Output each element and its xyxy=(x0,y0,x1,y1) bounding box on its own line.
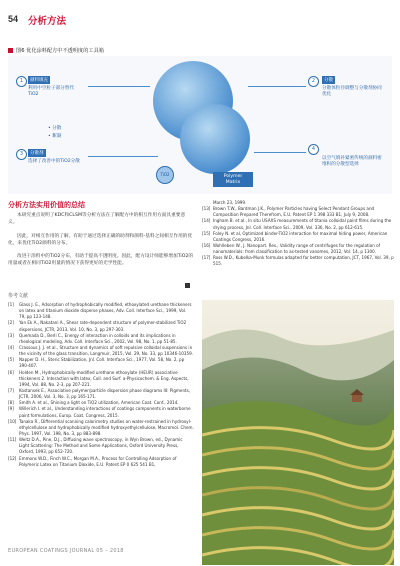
reference-item: [13] Brown T.W., Bardman J.K., Polymer Particles having Select Pendant Groups and Composition Prepared Therefrom, E.U. Patent EP 1 398 333 B1, July 9, 2008. xyxy=(202,206,375,218)
article-paragraph-2: 因此，对相互作用的了解，有助于通过选择正确的助剂和颜料-基料之间相互作用的优化，来优化TiO2颜料的分布。 xyxy=(8,234,193,247)
polymer-matrix-label: Polymer Matrix xyxy=(213,172,253,187)
reference-item: [11] Weitz D.A., Pine, D.J., Diffusing wave spectroscopy, in Wyn Brown, ed., Dynamic Light Scattering: The Method and Some Applications, Oxford University Press, Oxford, 1993, pp 652-720. xyxy=(8,437,183,455)
journal-footer: EUROPEAN COATINGS JOURNAL 05 – 2018 xyxy=(8,548,124,554)
figure-caption-text: 图6 优化涂料配方中不透明度的工具箱 xyxy=(16,48,104,54)
reference-item: [9] Willerich I. et al., Understanding interactions of coatings components in waterborne paint formulations, Europ. Coat. Congress, 2015. xyxy=(8,406,191,418)
bullet-dispersion: • 分散 xyxy=(48,126,62,131)
end-mark-icon xyxy=(185,283,190,288)
reference-item: [15] Foley N. et al, Optimized binder-TiO2 interaction for maximal hiding power, American Coatings Congress, 2016. xyxy=(202,230,388,242)
step-1-arrow xyxy=(88,86,150,87)
step-2-desc: 分散体粒径调整与分散剂协同优化 xyxy=(322,86,382,97)
reference-item: [10] Tanaka R., Differential scanning calorimetry studies on water-restrained in hydroxyl-ethylcellulose and hydrophobically modified hydroxyethylcellulose, Macromol. Chem. Phys. 1997, Vol. 198, No. 3, pp 883-898. xyxy=(8,418,194,436)
step-1-number: 1 xyxy=(16,76,27,87)
reference-item: [2] Yan Ek A., Nakatani A., Shear rate-dependent structure of polymer-stabilized TiO2 dispersions, JCTR, 2013, Vol. 10, No. 3, pp 297-303. xyxy=(8,320,187,332)
step-4-arrow xyxy=(254,152,306,153)
reference-item: [14] Ingham B. et al., In situ USAXS measurements of titania colloidal paint films during the drying process, Jnl. Coll. Interface Sci., 2009, Vol. 336, No. 2, pp 612-615. xyxy=(202,218,392,230)
step-2-number: 2 xyxy=(308,76,319,87)
step-3-desc: 选择了改善中的TiO2分散 xyxy=(28,159,80,164)
article-paragraph-3: 改进干涂料中的TiO2分布，有助于提高不透明度。因此，配方设计师能够增加TiO2的用量或者在相同TiO2用量的情况下获得更好的光学性能。 xyxy=(8,254,194,267)
particle-cluster-bottom xyxy=(180,104,250,174)
opacity-toolbox-diagram xyxy=(8,56,392,194)
reference-item: [3] Quemada D., Berli C., Energy of interaction in colloids and its implications in rheological modeling, Adv. Coll. Interface Sci., 2002, Vol. 98, No. 1, pp 51-85. xyxy=(8,332,177,344)
rice-terrace-photo xyxy=(202,300,394,565)
step-4-number: 4 xyxy=(308,144,319,155)
page-number: 54 xyxy=(8,14,19,24)
step-4-desc: 以空气填补紧密传统的颜料密堆积的分散型选择 xyxy=(322,156,382,167)
bullet-flocculation: • 絮凝 xyxy=(48,134,62,139)
reference-item: [7] Kostansek E., Associative polymer/particle dispersion phase diagrams III: Pigments, JCTR, 2006, Vol. 3, No. 3, pp 165-171. xyxy=(8,387,191,400)
references-heading: 参考文献 xyxy=(8,293,29,299)
reference-item: [17] Ross W.D., Kubelka-Munk formulas adapted for better computation, JCT, 1967, Vol. 39, p 515. xyxy=(202,255,394,267)
step-2-arrow xyxy=(248,86,306,87)
step-3-number: 3 xyxy=(16,149,27,160)
step-1-title: 颜料填充 xyxy=(30,78,48,83)
reference-item: [5] Napper D. H., Steric Stabilization, Jnl. Coll. Interface Sci., 1977, Vol. 58, No. 2, pp 390-407. xyxy=(8,357,185,369)
reference-item: [8] Smith A. et al., Shining a light on TiO2 utilization, American Coat. Conf., 2014. xyxy=(8,400,179,406)
tio2-particle: TiO2 xyxy=(156,166,174,184)
rice-terrace-illustration xyxy=(202,300,394,565)
figure-caption xyxy=(8,47,104,54)
reference-item: [16] Wohlleben W., J. Nanopart. Res., Validity range of centrifuges for the regulation of nanomaterials: from classification to as-tested vanomes, 2012, Vol. 14, p 1300. xyxy=(202,242,381,255)
step-3-arrow xyxy=(88,156,158,157)
caption-marker-icon xyxy=(8,48,13,53)
reference-item: [6] Holden M., Hydrophobically-modified urethane ethoxylate (HEUR) associative thickeners 2. Interaction with latex, Coll. and Surf. a-Physicochem. & Eng. Aspects, 1994, Vol. 88, No. 2-3, pp 207-221. xyxy=(8,369,189,387)
article-paragraph-1: 本研究重点说明了KDC和CLSM等分析方法在了解配方中的相互作用方面具重要意义。 xyxy=(8,213,186,226)
reference-item: March 23, 1999. xyxy=(213,200,247,205)
reference-item: [12] Emmons W.D., Finch W.C., Morgan M.A., Process for Controlling Adsorption of Polymeric Latex on Titanium Dioxide, E.U. Patent EP 0 625 541 B1, xyxy=(8,455,177,467)
reference-item: [1] Glass J. E., Adsorption of hydrophobically modified, ethoxylated urethane thickeners on latex and titanium dioxide disperse phases, Adv. Coll. Interface Sci., 1999, Vol. 79, pp 123-148. xyxy=(8,302,192,320)
reference-list-left xyxy=(8,302,194,468)
section-title: 分析方法 xyxy=(28,16,67,27)
step-3-title: 分散剂 xyxy=(30,151,44,156)
step-2-title: 分散 xyxy=(324,78,333,83)
step-1-desc: 利用中空粒子部分替代TiO2 xyxy=(28,86,74,97)
reference-list-right xyxy=(202,200,394,268)
article-heading: 分析方法实用价值的总结 xyxy=(8,201,85,209)
reference-item: [4] Crassous J. J. et al., Structure and dynamics of soft repulsive colloidal suspensions in the vicinity of the glass transition, Langmuir, 2015, Vol. 29, No. 33, pp 10346-10359. xyxy=(8,344,193,357)
